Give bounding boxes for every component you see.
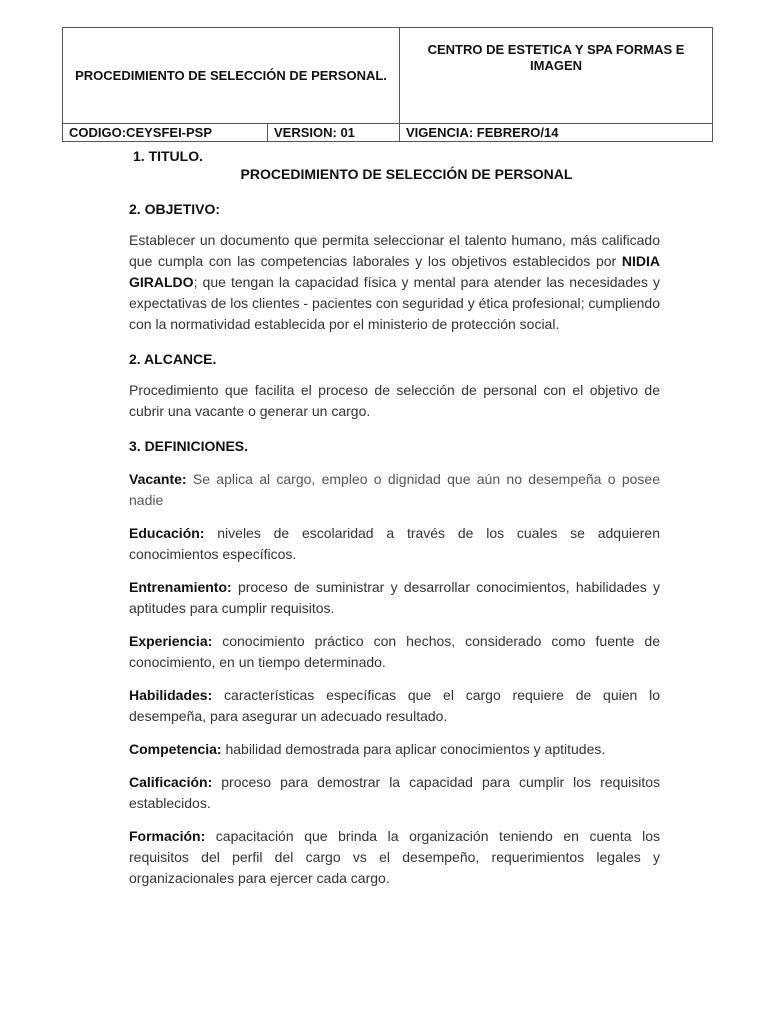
- objective-paragraph: [129, 230, 660, 335]
- definition-item: [129, 523, 660, 565]
- objective-text-start: Establecer un documento que permita seleccionar el talento humano, más calificado que cumpla con las competencias laborales y los objetivos establecidos por: [129, 232, 660, 269]
- definition-term: Experiencia:: [129, 633, 213, 649]
- definition-term: Formación:: [129, 828, 206, 844]
- document-version-cell: VERSION: 01: [268, 124, 400, 142]
- definition-item: [129, 772, 660, 814]
- definition-term: Entrenamiento:: [129, 579, 232, 595]
- definition-text: proceso para demostrar la capacidad para cumplir los requisitos establecidos.: [129, 774, 660, 811]
- definition-text: capacitación que brinda la organización teniendo en cuenta los requisitos del perfil del cargo vs el desempeño, requerimientos legales y organizacionales para ejercer cada cargo.: [129, 828, 660, 886]
- scope-paragraph: Procedimiento que facilita el proceso de selección de personal con el objetivo de cubrir una vacante o generar un cargo.: [129, 382, 660, 419]
- definitions-heading: 3. DEFINICIONES.: [129, 438, 249, 454]
- objective-text-end: ; que tengan la capacidad física y mental para atender las necesidades y expectativas de los clientes - pacientes con seguridad y ética profesional; cumpliendo con la normatividad establecida por el ministerio de protección social.: [129, 274, 660, 332]
- objective-heading: 2. OBJETIVO:: [129, 201, 221, 217]
- definition-term: Habilidades:: [129, 687, 213, 703]
- definition-term: Vacante:: [129, 471, 187, 487]
- definition-text: habilidad demostrada para aplicar conocimientos y aptitudes.: [221, 741, 606, 757]
- title-section-heading: 1. TITULO.: [133, 148, 203, 164]
- definition-text: proceso de suministrar y desarrollar conocimientos, habilidades y aptitudes para cumplir requisitos.: [129, 579, 660, 616]
- definition-text: características específicas que el cargo requiere de quien lo desempeña, para asegurar un adecuado resultado.: [129, 687, 660, 724]
- document-body: [129, 146, 660, 889]
- definition-item: [129, 826, 660, 889]
- definition-item: [129, 469, 660, 511]
- definition-text: niveles de escolaridad a través de los cuales se adquieren conocimientos específicos.: [129, 525, 660, 562]
- document-code-cell: CODIGO:CEYSFEI-PSP: [63, 124, 268, 142]
- definition-term: Educación:: [129, 525, 205, 541]
- company-name-cell: CENTRO DE ESTETICA Y SPA FORMAS E IMAGEN: [400, 28, 713, 124]
- definition-term: Calificación:: [129, 774, 213, 790]
- definition-item: [129, 739, 660, 760]
- definition-text: conocimiento práctico con hechos, considerado como fuente de conocimiento, en un tiempo determinado.: [129, 633, 660, 670]
- definition-item: [129, 685, 660, 727]
- document-header-table: [62, 27, 713, 142]
- definition-item: [129, 631, 660, 673]
- definition-text: Se aplica al cargo, empleo o dignidad que aún no desempeña o posee nadie: [129, 471, 660, 508]
- definition-item: [129, 577, 660, 619]
- document-validity-cell: VIGENCIA: FEBRERO/14: [400, 124, 713, 142]
- document-title-cell: PROCEDIMIENTO DE SELECCIÓN DE PERSONAL.: [63, 28, 400, 124]
- definition-term: Competencia:: [129, 741, 222, 757]
- procedure-title: PROCEDIMIENTO DE SELECCIÓN DE PERSONAL: [240, 166, 573, 182]
- objective-highlight-name: NIDIA GIRALDO: [129, 253, 660, 290]
- scope-heading: 2. ALCANCE.: [129, 351, 217, 367]
